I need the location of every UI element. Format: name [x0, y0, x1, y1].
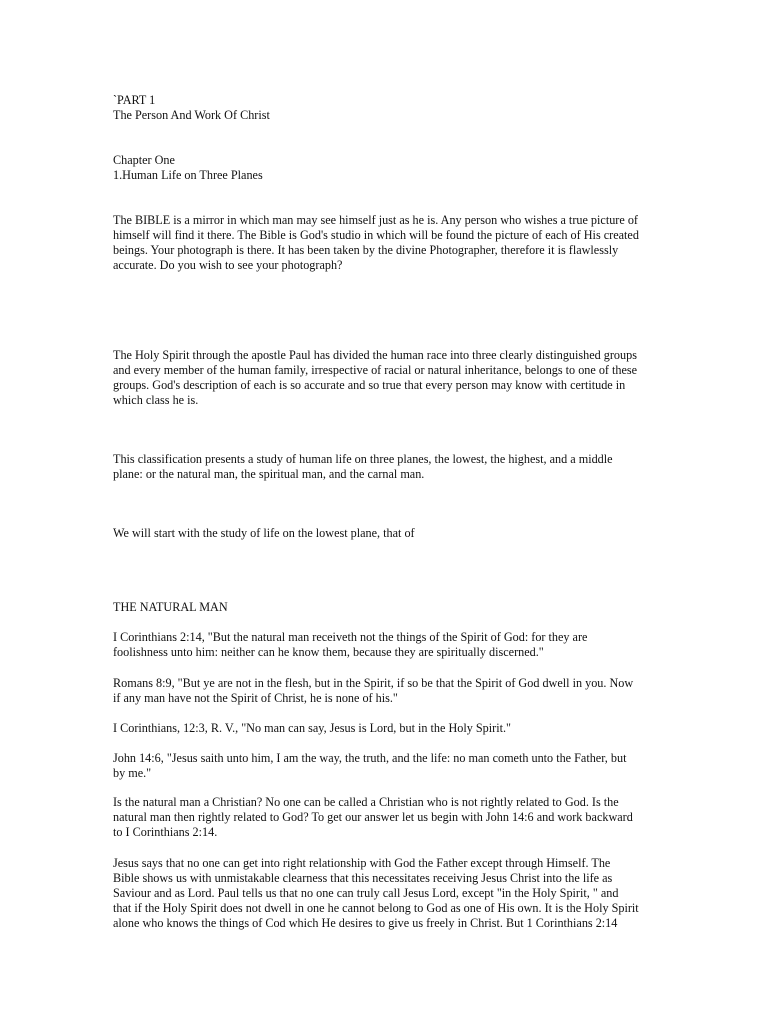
section-heading	[113, 600, 658, 615]
part-title: The Person And Work Of Christ	[113, 108, 270, 122]
verse-line: John 14:6, "Jesus saith unto him, I am the way, the truth, and the life: no man cometh unto the Father, but	[113, 751, 627, 765]
paragraph-line: and every member of the human family, irrespective of racial or natural inheritance, belongs to one of these	[113, 363, 638, 377]
verse-line: I Corinthians 2:14, "But the natural man receiveth not the things of the Spirit of God: for they are	[113, 630, 588, 644]
paragraph-line: Jesus says that no one can get into right relationship with God the Father except through Himself. The	[113, 856, 611, 870]
verse-romans-8-9	[113, 676, 658, 706]
paragraph-line: accurate. Do you wish to see your photograph?	[113, 258, 343, 272]
chapter-title: 1.Human Life on Three Planes	[113, 168, 263, 182]
part-heading: `PART 1	[113, 93, 156, 107]
verse-line: foolishness unto him: neither can he know them, because they are spiritually discerned."	[113, 645, 544, 659]
paragraph-natural-man-question	[113, 795, 658, 840]
section-heading-text: THE NATURAL MAN	[113, 600, 228, 614]
paragraph-line: which class he is.	[113, 393, 199, 407]
verse-john-14-6	[113, 751, 658, 781]
paragraph-classification	[113, 452, 658, 482]
paragraph-line: to I Corinthians 2:14.	[113, 825, 218, 839]
paragraph-line: Is the natural man a Christian? No one can be called a Christian who is not rightly related to God. Is the	[113, 795, 619, 809]
paragraph-line: himself will find it there. The Bible is God's studio in which will be found the picture of each of His created	[113, 228, 639, 242]
paragraph-line: groups. God's description of each is so accurate and so true that every person may know with certitude in	[113, 378, 626, 392]
paragraph-line: plane: or the natural man, the spiritual man, and the carnal man.	[113, 467, 425, 481]
chapter-header	[113, 153, 658, 183]
paragraph-three-groups	[113, 348, 658, 408]
part-header	[113, 93, 658, 123]
paragraph-bible-mirror	[113, 213, 658, 273]
paragraph-line: The Holy Spirit through the apostle Paul has divided the human race into three clearly distinguished groups	[113, 348, 637, 362]
paragraph-line: Saviour and as Lord. Paul tells us that no one can truly call Jesus Lord, except "in the Holy Spirit, " and	[113, 886, 619, 900]
paragraph-line: We will start with the study of life on the lowest plane, that of	[113, 526, 415, 540]
verse-line: Romans 8:9, "But ye are not in the flesh, but in the Spirit, if so be that the Spirit of God dwell in you. Now	[113, 676, 634, 690]
verse-line: if any man have not the Spirit of Christ, he is none of his."	[113, 691, 398, 705]
paragraph-line: beings. Your photograph is there. It has been taken by the divine Photographer, therefore it is flawlessly	[113, 243, 619, 257]
verse-corinthians-12-3	[113, 721, 658, 736]
paragraph-line: The BIBLE is a mirror in which man may see himself just as he is. Any person who wishes a true picture of	[113, 213, 638, 227]
paragraph-line: alone who knows the things of Cod which He desires to give us freely in Christ. But 1 Corinthians 2:14	[113, 916, 618, 930]
paragraph-line: This classification presents a study of human life on three planes, the lowest, the highest, and a middle	[113, 452, 613, 466]
verse-corinthians-2-14	[113, 630, 658, 660]
paragraph-right-relationship	[113, 856, 658, 931]
paragraph-line: natural man then rightly related to God? To get our answer let us begin with John 14:6 and work backward	[113, 810, 633, 824]
paragraph-line: that if the Holy Spirit does not dwell in one he cannot belong to God as one of His own. It is the Holy Spirit	[113, 901, 639, 915]
paragraph-start-study	[113, 526, 658, 541]
chapter-heading: Chapter One	[113, 153, 175, 167]
verse-line: I Corinthians, 12:3, R. V., "No man can say, Jesus is Lord, but in the Holy Spirit."	[113, 721, 512, 735]
paragraph-line: Bible shows us with unmistakable clearness that this necessitates receiving Jesus Christ into the life as	[113, 871, 613, 885]
verse-line: by me."	[113, 766, 152, 780]
